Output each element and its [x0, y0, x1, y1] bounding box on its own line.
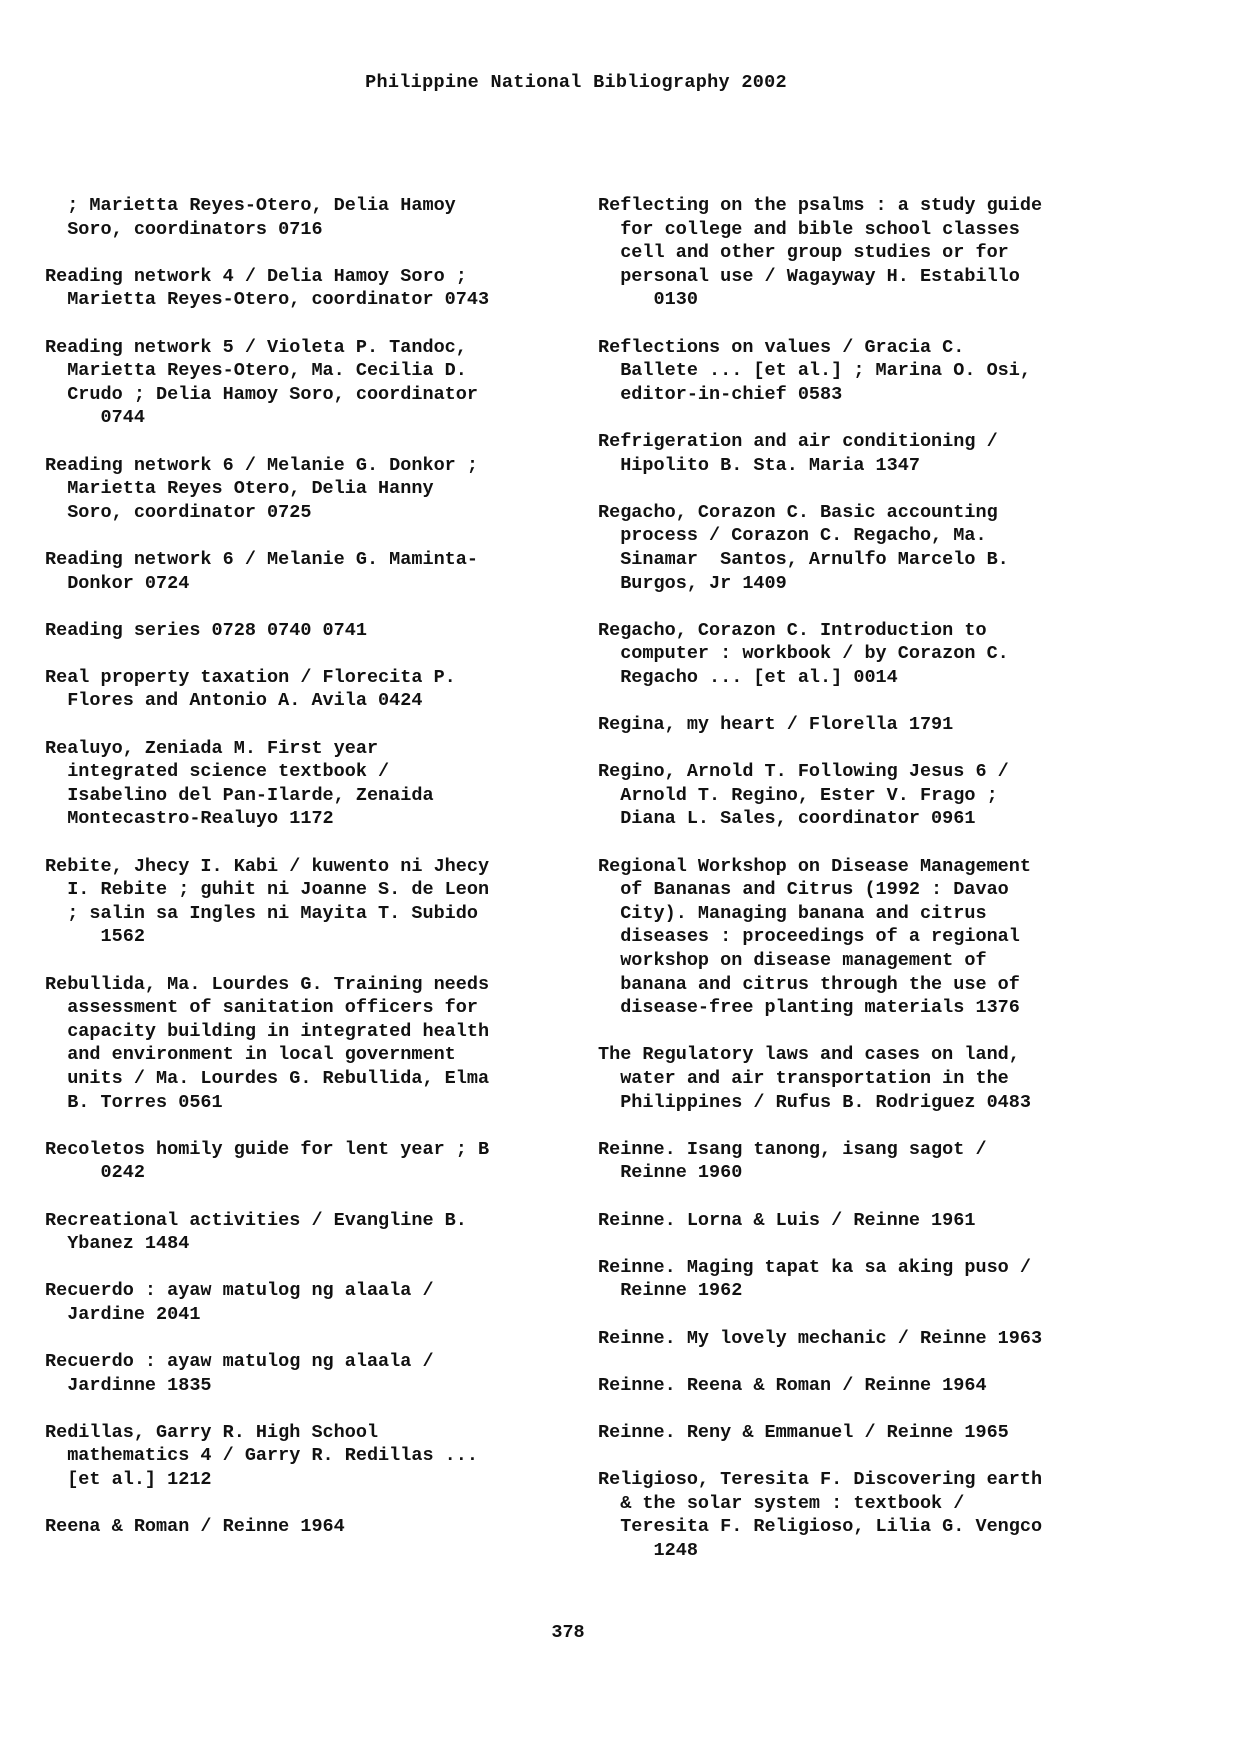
- entry-line: water and air transportation in the: [598, 1067, 1009, 1089]
- bibliography-entry: [45, 1209, 565, 1256]
- entry-line: Reading network 4 / Delia Hamoy Soro ;: [45, 265, 467, 287]
- bibliography-entry: [45, 336, 565, 430]
- entry-line: Teresita F. Religioso, Lilia G. Vengco: [598, 1516, 1043, 1538]
- entry-line: 1562: [45, 926, 145, 948]
- bibliography-entry: [45, 454, 565, 525]
- entry-line: Regacho, Corazon C. Introduction to: [598, 619, 987, 641]
- entry-line: 0242: [45, 1162, 145, 1184]
- entry-line: Reinne. Reny & Emmanuel / Reinne 1965: [598, 1421, 1009, 1443]
- bibliography-entry: [45, 619, 565, 643]
- bibliography-entry: [45, 855, 565, 949]
- entry-line: Burgos, Jr 1409: [598, 572, 787, 594]
- entry-line: 1248: [598, 1539, 698, 1561]
- entry-line: & the solar system : textbook /: [598, 1492, 965, 1514]
- entry-line: B. Torres 0561: [45, 1091, 223, 1113]
- entry-line: Soro, coordinator 0725: [45, 501, 312, 523]
- bibliography-entry: [45, 666, 565, 713]
- entry-line: Reinne 1962: [598, 1280, 743, 1302]
- entry-line: Realuyo, Zeniada M. First year: [45, 737, 379, 759]
- bibliography-entry: [45, 1279, 565, 1326]
- entry-line: Regacho, Corazon C. Basic accounting: [598, 501, 998, 523]
- bibliography-entry: [598, 1468, 1158, 1562]
- entry-line: Reading series 0728 0740 0741: [45, 619, 367, 641]
- entry-line: Marietta Reyes-Otero, coordinator 0743: [45, 289, 490, 311]
- entry-line: capacity building in integrated health: [45, 1020, 490, 1042]
- entry-line: for college and bible school classes: [598, 218, 1020, 240]
- bibliography-entry: [598, 760, 1158, 831]
- bibliography-entry: [598, 855, 1158, 1020]
- bibliography-entry: [598, 336, 1158, 407]
- entry-line: Religioso, Teresita F. Discovering earth: [598, 1469, 1043, 1491]
- entry-line: Regional Workshop on Disease Management: [598, 855, 1031, 877]
- entry-line: Reinne. Lorna & Luis / Reinne 1961: [598, 1209, 976, 1231]
- entry-line: Real property taxation / Florecita P.: [45, 666, 456, 688]
- bibliography-entry: [45, 1138, 565, 1185]
- bibliography-entry: [598, 1043, 1158, 1114]
- entry-line: Reflecting on the psalms : a study guide: [598, 195, 1043, 216]
- entry-line: Reading network 6 / Melanie G. Maminta-: [45, 548, 478, 570]
- entry-line: Reading network 6 / Melanie G. Donkor ;: [45, 454, 478, 476]
- entry-line: Jardinne 1835: [45, 1374, 212, 1396]
- entry-line: Reinne. My lovely mechanic / Reinne 1963: [598, 1327, 1043, 1349]
- bibliography-entry: [45, 1421, 565, 1492]
- entry-line: mathematics 4 / Garry R. Redillas ...: [45, 1445, 478, 1467]
- entry-line: Reading network 5 / Violeta P. Tandoc,: [45, 336, 467, 358]
- entry-line: and environment in local government: [45, 1044, 456, 1066]
- entry-line: Regino, Arnold T. Following Jesus 6 /: [598, 761, 1009, 783]
- page-header: Philippine National Bibliography 2002: [365, 72, 787, 93]
- entry-line: ; salin sa Ingles ni Mayita T. Subido: [45, 902, 478, 924]
- entry-line: Reinne. Reena & Roman / Reinne 1964: [598, 1374, 987, 1396]
- bibliography-entry: [45, 1350, 565, 1397]
- entry-line: computer : workbook / by Corazon C.: [598, 643, 1009, 665]
- entry-line: Soro, coordinators 0716: [45, 218, 323, 240]
- entry-line: Reflections on values / Gracia C.: [598, 336, 965, 358]
- entry-line: Reena & Roman / Reinne 1964: [45, 1516, 345, 1538]
- entry-line: workshop on disease management of: [598, 950, 987, 971]
- entry-line: Refrigeration and air conditioning /: [598, 430, 998, 452]
- entry-line: diseases : proceedings of a regional: [598, 926, 1020, 948]
- right-column: [598, 194, 1158, 1586]
- entry-line: personal use / Wagayway H. Estabillo: [598, 265, 1020, 287]
- entry-line: Isabelino del Pan-Ilarde, Zenaida: [45, 784, 434, 806]
- entry-line: Redillas, Garry R. High School: [45, 1421, 379, 1443]
- entry-line: assessment of sanitation officers for: [45, 997, 478, 1019]
- entry-line: integrated science textbook /: [45, 761, 390, 783]
- bibliography-entry: [598, 619, 1158, 690]
- entry-line: banana and citrus through the use of: [598, 973, 1020, 995]
- bibliography-entry: [598, 1327, 1158, 1351]
- entry-line: Regina, my heart / Florella 1791: [598, 714, 954, 736]
- entry-line: Reinne. Maging tapat ka sa aking puso /: [598, 1256, 1031, 1278]
- entry-line: Donkor 0724: [45, 572, 190, 594]
- entry-line: Recoletos homily guide for lent year ; B: [45, 1138, 490, 1160]
- entry-line: 0130: [598, 289, 698, 311]
- entry-line: editor-in-chief 0583: [598, 383, 843, 405]
- left-column: [45, 194, 565, 1562]
- entry-line: disease-free planting materials 1376: [598, 997, 1020, 1019]
- bibliography-entry: [45, 973, 565, 1115]
- entry-line: Jardine 2041: [45, 1303, 201, 1325]
- bibliography-entry: [45, 548, 565, 595]
- entry-line: City). Managing banana and citrus: [598, 902, 987, 924]
- bibliography-entry: [598, 1256, 1158, 1303]
- entry-line: The Regulatory laws and cases on land,: [598, 1044, 1020, 1066]
- entry-line: Marietta Reyes-Otero, Ma. Cecilia D.: [45, 360, 467, 382]
- entry-line: Flores and Antonio A. Avila 0424: [45, 690, 423, 712]
- entry-line: Diana L. Sales, coordinator 0961: [598, 808, 976, 830]
- bibliography-entry: [598, 430, 1158, 477]
- bibliography-entry: [45, 1515, 565, 1539]
- entry-line: Montecastro-Realuyo 1172: [45, 808, 334, 830]
- entry-line: Philippines / Rufus B. Rodriguez 0483: [598, 1091, 1031, 1113]
- bibliography-entry: [45, 194, 565, 241]
- entry-line: Reinne. Isang tanong, isang sagot /: [598, 1138, 987, 1160]
- entry-line: Ballete ... [et al.] ; Marina O. Osi,: [598, 360, 1031, 382]
- page-number: 378: [551, 1622, 585, 1643]
- entry-line: ; Marietta Reyes-Otero, Delia Hamoy: [45, 195, 456, 216]
- bibliography-entry: [598, 501, 1158, 595]
- bibliography-entry: [598, 713, 1158, 737]
- entry-line: Recreational activities / Evangline B.: [45, 1209, 467, 1231]
- bibliography-entry: [45, 737, 565, 831]
- bibliography-entry: [598, 1421, 1158, 1445]
- entry-line: cell and other group studies or for: [598, 242, 1009, 264]
- bibliography-entry: [598, 1374, 1158, 1398]
- bibliography-entry: [598, 1138, 1158, 1185]
- entry-line: Rebullida, Ma. Lourdes G. Training needs: [45, 973, 490, 995]
- entry-line: units / Ma. Lourdes G. Rebullida, Elma: [45, 1067, 490, 1089]
- entry-line: I. Rebite ; guhit ni Joanne S. de Leon: [45, 879, 490, 901]
- entry-line: [et al.] 1212: [45, 1469, 212, 1491]
- entry-line: of Bananas and Citrus (1992 : Davao: [598, 879, 1009, 901]
- entry-line: Recuerdo : ayaw matulog ng alaala /: [45, 1351, 434, 1373]
- entry-line: Crudo ; Delia Hamoy Soro, coordinator: [45, 383, 478, 405]
- entry-line: Recuerdo : ayaw matulog ng alaala /: [45, 1280, 434, 1302]
- entry-line: Regacho ... [et al.] 0014: [598, 666, 898, 688]
- entry-line: Ybanez 1484: [45, 1233, 190, 1255]
- bibliography-entry: [45, 265, 565, 312]
- entry-line: process / Corazon C. Regacho, Ma.: [598, 525, 987, 547]
- entry-line: Marietta Reyes Otero, Delia Hanny: [45, 478, 434, 500]
- entry-line: Hipolito B. Sta. Maria 1347: [598, 454, 920, 476]
- entry-line: Sinamar Santos, Arnulfo Marcelo B.: [598, 548, 1009, 570]
- bibliography-entry: [598, 194, 1158, 312]
- entry-line: 0744: [45, 407, 145, 429]
- entry-line: Arnold T. Regino, Ester V. Frago ;: [598, 784, 998, 806]
- bibliography-entry: [598, 1209, 1158, 1233]
- entry-line: Reinne 1960: [598, 1162, 743, 1184]
- entry-line: Rebite, Jhecy I. Kabi / kuwento ni Jhecy: [45, 855, 490, 877]
